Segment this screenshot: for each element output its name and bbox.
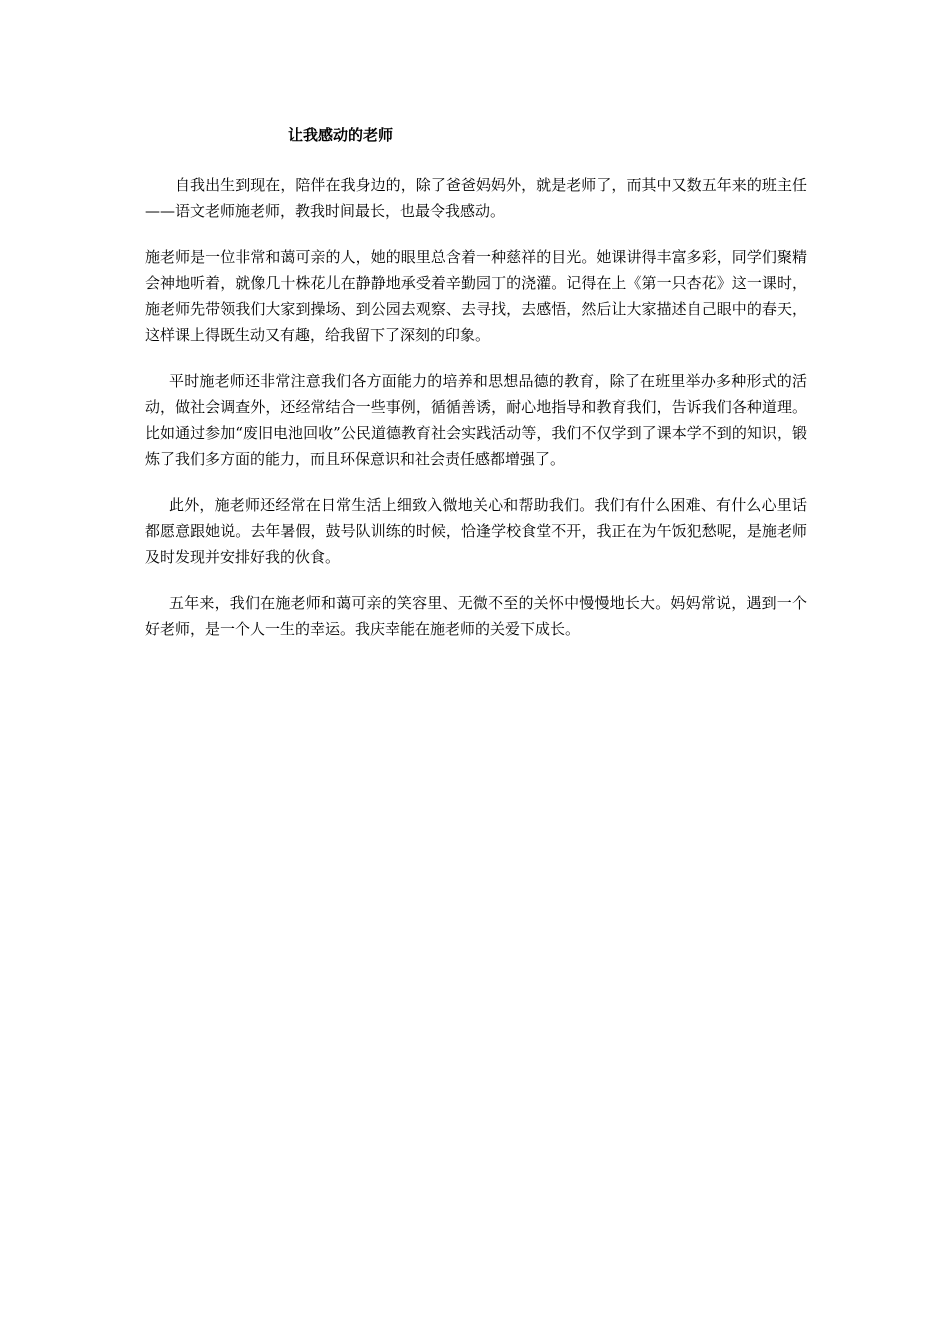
paragraph-1: 自我出生到现在，陪伴在我身边的，除了爸爸妈妈外，就是老师了，而其中又数五年来的班主任——语文老师施老师，教我时间最长，也最令我感动。 xyxy=(145,176,807,220)
paragraph-2: 施老师是一位非常和蔼可亲的人，她的眼里总含着一种慈祥的目光。她课讲得丰富多彩，同学们聚精会神地听着，就像几十株花儿在静静地承受着辛勤园丁的浇灌。记得在上《第一只杏花》这一课时，施老师先带领我们大家到操场、到公园去观察、去寻找，去感悟，然后让大家描述自己眼中的春天，这样课上得既生动又有趣，给我留下了深刻的印象。 xyxy=(145,248,807,344)
paragraph-5: 五年来，我们在施老师和蔼可亲的笑容里、无微不至的关怀中慢慢地长大。妈妈常说，遇到一个好老师，是一个人一生的幸运。我庆幸能在施老师的关爱下成长。 xyxy=(145,594,807,638)
paragraph-4: 此外，施老师还经常在日常生活上细致入微地关心和帮助我们。我们有什么困难、有什么心里话都愿意跟她说。去年暑假，鼓号队训练的时候，恰逢学校食堂不开，我正在为午饭犯愁呢，是施老师及时发现并安排好我的伙食。 xyxy=(145,496,807,566)
document-body xyxy=(145,172,807,662)
document-title: 让我感动的老师 xyxy=(288,126,394,144)
paragraph-3: 平时施老师还非常注意我们各方面能力的培养和思想品德的教育，除了在班里举办多种形式的活动，做社会调查外，还经常结合一些事例，循循善诱，耐心地指导和教育我们，告诉我们各种道理。比如通过参加“废旧电池回收”公民道德教育社会实践活动等，我们不仅学到了课本学不到的知识，锻炼了我们多方面的能力，而且环保意识和社会责任感都增强了。 xyxy=(145,372,807,468)
